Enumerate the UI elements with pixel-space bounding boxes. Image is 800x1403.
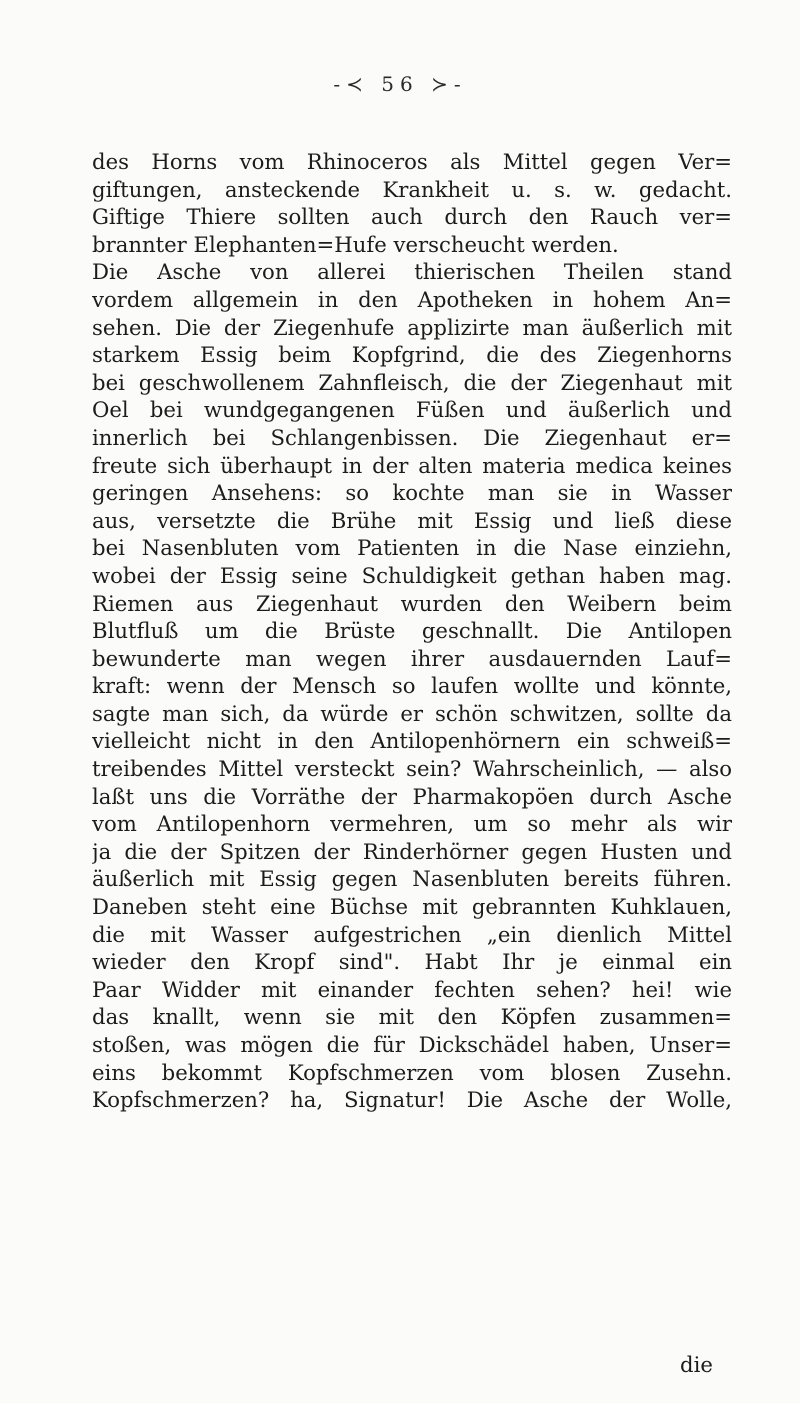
text-line: bewunderte man wegen ihrer ausdauernden Lauf=: [92, 645, 732, 671]
text-line: freute sich überhaupt in der alten materia medica keines: [92, 452, 732, 478]
text-line: innerlich bei Schlangenbissen. Die Ziegenhaut er=: [92, 424, 732, 450]
text-line: vielleicht nicht in den Antilopenhörnern ein schweiß=: [92, 728, 732, 754]
text-line: Paar Widder mit einander fechten sehen? hei! wie: [92, 976, 732, 1002]
text-line: eins bekommt Kopfschmerzen vom blosen Zusehn.: [92, 1059, 732, 1085]
text-line: Oel bei wundgegangenen Füßen und äußerlich und: [92, 397, 732, 423]
catchword: die: [680, 1352, 713, 1377]
text-line: ja die der Spitzen der Rinderhörner gegen Husten und: [92, 838, 732, 864]
text-line: Riemen aus Ziegenhaut wurden den Weibern beim: [92, 590, 732, 616]
text-line: das knallt, wenn sie mit den Köpfen zusammen=: [92, 1004, 732, 1030]
text-line: giftungen, ansteckende Krankheit u. s. w. gedacht.: [92, 176, 732, 202]
text-line: wobei der Essig seine Schuldigkeit gethan haben mag.: [92, 562, 732, 588]
text-line: Kopfschmerzen? ha, Signatur! Die Asche der Wolle,: [92, 1087, 732, 1113]
text-line: sagte man sich, da würde er schön schwitzen, sollte da: [92, 700, 732, 726]
text-line: stoßen, was mögen die für Dickschädel haben, Unser=: [92, 1032, 732, 1057]
text-line: kraft: wenn der Mensch so laufen wollte und könnte,: [92, 673, 732, 699]
text-line: brannter Elephanten=Hufe verscheucht werden.: [92, 231, 619, 257]
body-text: [92, 148, 732, 1114]
text-line: starkem Essig beim Kopfgrind, die des Ziegenhorns: [92, 342, 732, 368]
text-line: bei Nasenbluten vom Patienten in die Nase einziehn,: [92, 535, 732, 561]
text-line: Giftige Thiere sollten auch durch den Rauch ver=: [92, 204, 732, 230]
text-line: treibendes Mittel versteckt sein? Wahrscheinlich, — also: [92, 756, 732, 782]
text-line: aus, versetzte die Brühe mit Essig und ließ diese: [92, 507, 732, 533]
text-line: vom Antilopenhorn vermehren, um so mehr als wir: [92, 811, 732, 837]
text-line: des Horns vom Rhinoceros als Mittel gegen Ver=: [92, 149, 732, 174]
text-line: Daneben steht eine Büchse mit gebrannten Kuhklauen,: [92, 894, 732, 920]
text-line: vordem allgemein in den Apotheken in hohem An=: [92, 286, 732, 312]
text-line: äußerlich mit Essig gegen Nasenbluten bereits führen.: [92, 866, 732, 892]
text-line: die mit Wasser aufgestrichen „ein dienlich Mittel: [92, 921, 732, 947]
text-line: bei geschwollenem Zahnfleisch, die der Ziegenhaut mit: [92, 369, 732, 395]
text-line: geringen Ansehens: so kochte man sie in Wasser: [92, 480, 732, 506]
page-number-header: -≺ 56 ≻-: [333, 72, 467, 96]
text-line: Blutfluß um die Brüste geschnallt. Die Antilopen: [92, 618, 732, 644]
text-line: Die Asche von allerei thierischen Theilen stand: [92, 259, 732, 285]
text-line: sehen. Die der Ziegenhufe applizirte man äußerlich mit: [92, 314, 732, 340]
text-line: wieder den Kropf sind". Habt Ihr je einmal ein: [92, 949, 732, 975]
text-line: laßt uns die Vorräthe der Pharmakopöen durch Asche: [92, 783, 732, 809]
